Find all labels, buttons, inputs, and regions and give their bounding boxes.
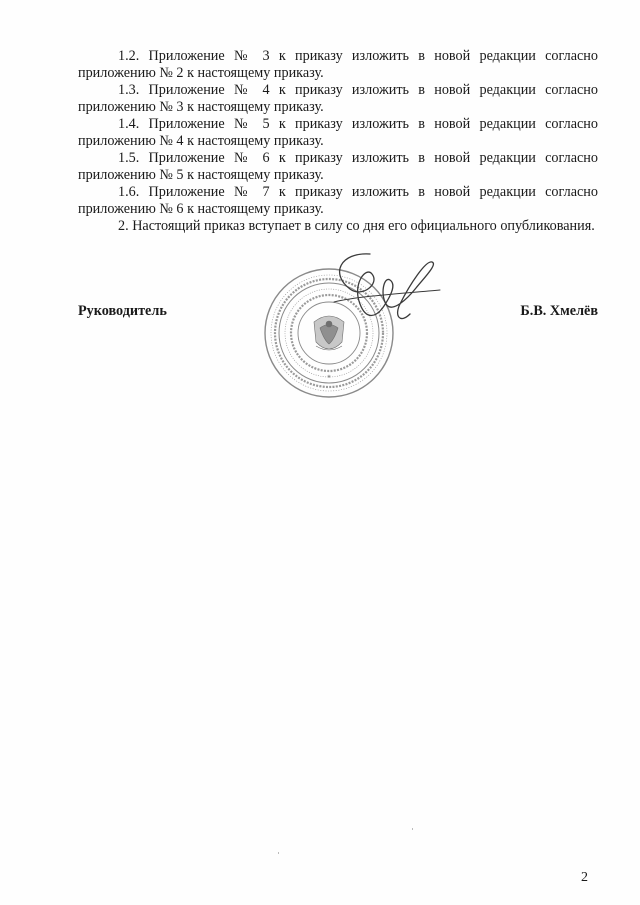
page-number: 2: [581, 870, 588, 885]
paragraph-1-5: 1.5. Приложение № 6 к приказу изложить в новой редакции согласно приложению № 5 к настоящему приказу.: [78, 150, 598, 183]
svg-text:★: ★: [326, 374, 332, 380]
paragraph-1-4: 1.4. Приложение № 5 к приказу изложить в новой редакции согласно приложению № 4 к настоящему приказу.: [78, 116, 598, 149]
paragraph-1-6: 1.6. Приложение № 7 к приказу изложить в новой редакции согласно приложению № 6 к настоящему приказу.: [78, 184, 598, 217]
paragraph-1-2: 1.2. Приложение № 3 к приказу изложить в новой редакции согласно приложению № 2 к настоящему приказу.: [78, 48, 598, 81]
signatory-position: Руководитель: [78, 303, 167, 319]
scan-speck: [412, 828, 413, 830]
paragraph-1-3: 1.3. Приложение № 4 к приказу изложить в новой редакции согласно приложению № 3 к настоящему приказу.: [78, 82, 598, 115]
paragraph-2: 2. Настоящий приказ вступает в силу со дня его официального опубликования.: [118, 218, 595, 234]
handwritten-signature-icon: [300, 244, 450, 344]
signature-block: [78, 303, 598, 325]
scan-speck: [278, 852, 279, 854]
body-text: [78, 48, 598, 235]
signatory-name: Б.В. Хмелёв: [520, 303, 598, 319]
